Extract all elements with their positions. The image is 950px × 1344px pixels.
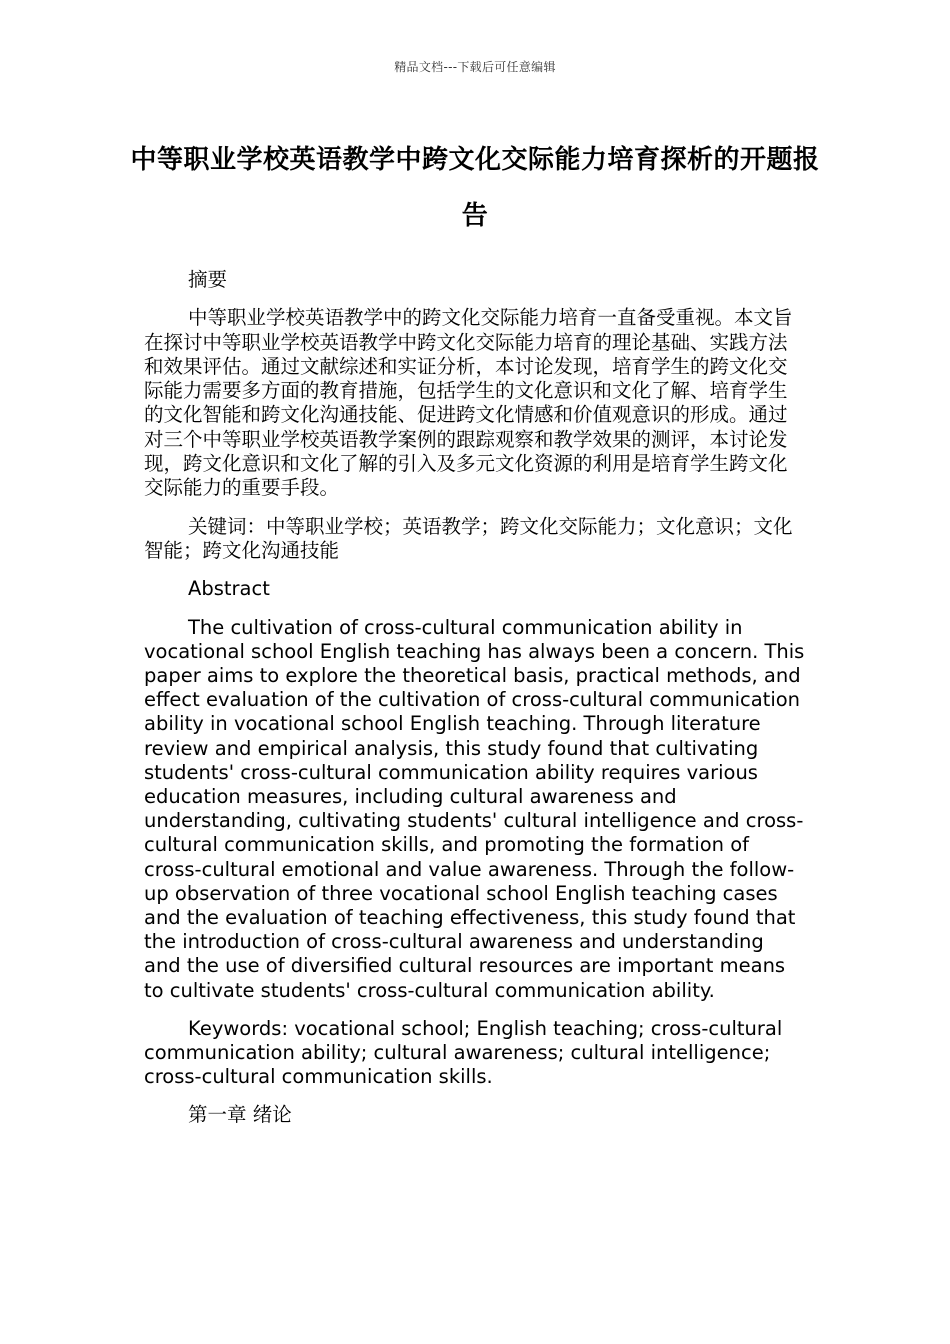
keywords-cn: 关键词：中等职业学校；英语教学；跨文化交际能力；文化意识；文化智能；跨文化沟通技能	[144, 514, 793, 562]
document-title: 中等职业学校英语教学中跨文化交际能力培育探析的开题报告	[130, 145, 820, 231]
keywords-en: Keywords: vocational school; English teaching; cross-cultural communication ability; cultural awareness; cultural intelligence; cross-cultural communication skills.	[144, 1016, 783, 1089]
document-body	[144, 268, 806, 1142]
abstract-cn-body: 中等职业学校英语教学中的跨文化交际能力培育一直备受重视。本文旨在探讨中等职业学校英语教学中跨文化交际能力培育的理论基础、实践方法和效果评估。通过文献综述和实证分析，本讨论发现，培育学生的跨文化交际能力需要多方面的教育措施，包括学生的文化意识和文化了解、培育学生的文化智能和跨文化沟通技能、促进跨文化情感和价值观意识的形成。通过对三个中等职业学校英语教学案例的跟踪观察和教学效果的测评，本讨论发现，跨文化意识和文化了解的引入及多元文化资源的利用是培育学生跨文化交际能力的重要手段。	[144, 306, 793, 500]
header-note: 精品文档---下载后可任意编辑	[394, 60, 556, 74]
abstract-cn-heading: 摘要	[188, 268, 228, 291]
chapter-heading: 第一章 绪论	[188, 1103, 292, 1127]
abstract-en-body: The cultivation of cross-cultural communication ability in vocational school English teaching has always been a concern. This paper aims to explore the theoretical basis, practical methods, and effect evaluation of the cultivation of cross-cultural communication ability in vocational school English teaching. Through literature review and empirical analysis, this study found that cultivating students' cross-cultural communication ability requires various education measures, including cultural awareness and understanding, cultivating students' cultural intelligence and cross-cultural communication skills, and promoting the formation of cross-cultural emotional and value awareness. Through the follow-up observation of three vocational school English teaching cases and the evaluation of teaching effectiveness, this study found that the introduction of cross-cultural awareness and understanding and the use of diversified cultural resources are important means to cultivate students' cross-cultural communication ability.	[144, 615, 805, 1002]
abstract-en-heading: Abstract	[188, 577, 270, 601]
